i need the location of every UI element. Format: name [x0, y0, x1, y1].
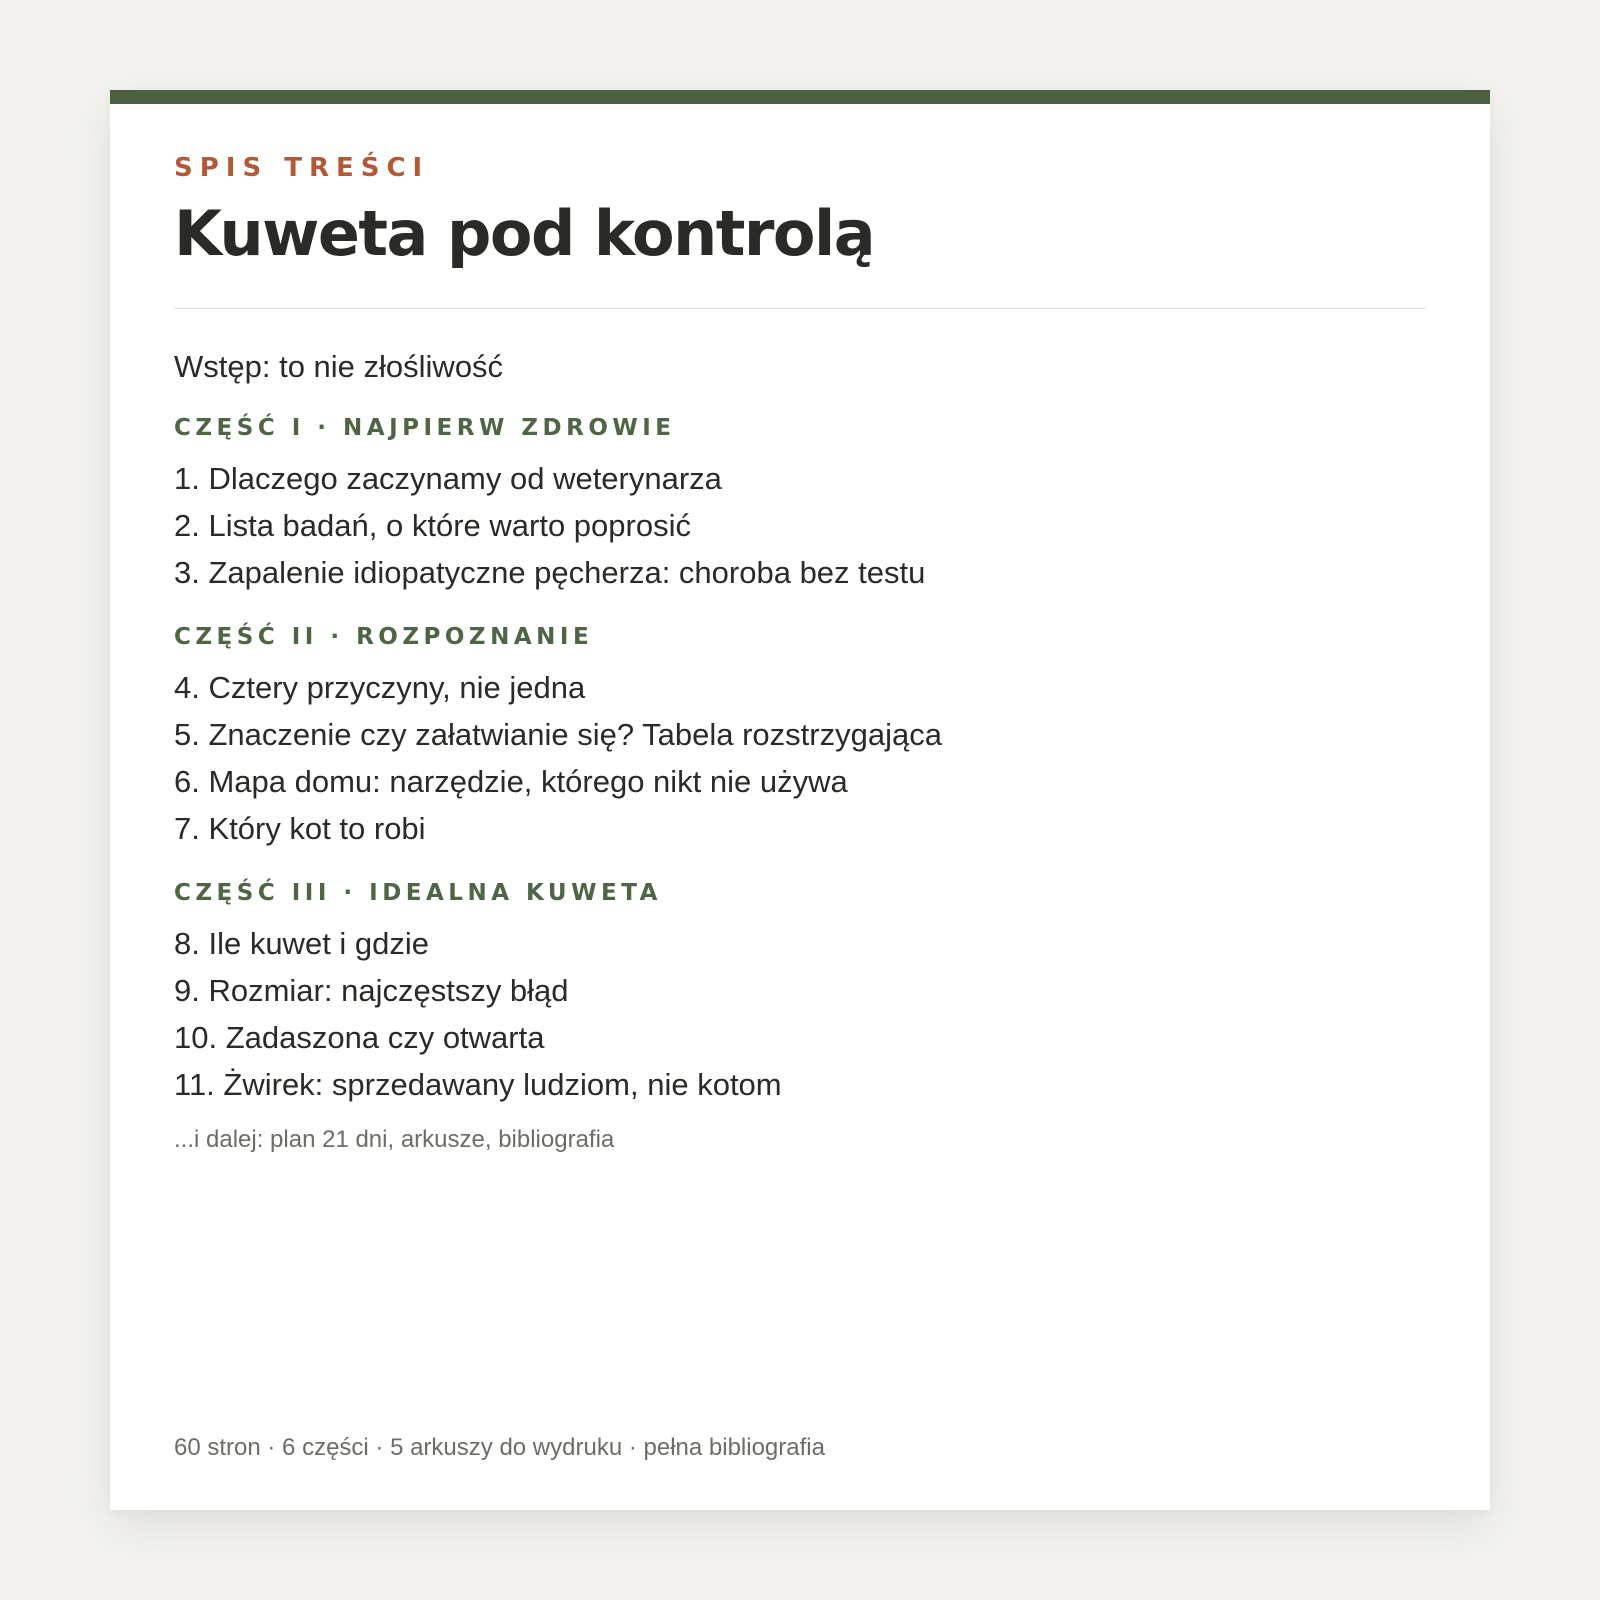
chapter-entry: 1. Dlaczego zaczynamy od weterynarza — [174, 461, 722, 496]
chapter-entry: 10. Zadaszona czy otwarta — [174, 1020, 545, 1055]
part-1 — [174, 413, 1426, 596]
footer-summary: 60 stron · 6 części · 5 arkuszy do wydruku · pełna bibliografia — [174, 1434, 825, 1461]
chapter-entry: 2. Lista badań, o które warto poprosić — [174, 508, 691, 543]
chapter-entry: 8. Ile kuwet i gdzie — [174, 926, 430, 961]
part-2 — [174, 622, 1426, 852]
chapter-entry: 6. Mapa domu: narzędzie, którego nikt nie używa — [174, 764, 848, 799]
chapter-entry: 7. Który kot to robi — [174, 811, 426, 846]
more-note: ...i dalej: plan 21 dni, arkusze, bibliografia — [174, 1126, 615, 1153]
part-heading: CZĘŚĆ II · ROZPOZNANIE — [174, 624, 594, 650]
part-3 — [174, 878, 1426, 1108]
chapter-entry: 5. Znaczenie czy załatwianie się? Tabela rozstrzygająca — [174, 717, 942, 752]
chapter-entry: 9. Rozmiar: najczęstszy błąd — [174, 973, 569, 1008]
intro-entry: Wstęp: to nie złośliwość — [174, 349, 504, 384]
title-divider — [174, 308, 1426, 309]
chapter-entry: 11. Żwirek: sprzedawany ludziom, nie kotom — [174, 1067, 782, 1102]
page-title: Kuweta pod kontrolą — [174, 197, 875, 270]
accent-bar — [110, 90, 1490, 104]
toc-card — [110, 90, 1490, 1510]
part-heading: CZĘŚĆ III · IDEALNA KUWETA — [174, 880, 662, 906]
toc-content — [174, 150, 1426, 1156]
chapter-entry: 4. Cztery przyczyny, nie jedna — [174, 670, 586, 705]
chapter-entry: 3. Zapalenie idiopatyczne pęcherza: choroba bez testu — [174, 555, 926, 590]
eyebrow-label: SPIS TREŚCI — [174, 153, 430, 183]
part-heading: CZĘŚĆ I · NAJPIERW ZDROWIE — [174, 415, 676, 441]
